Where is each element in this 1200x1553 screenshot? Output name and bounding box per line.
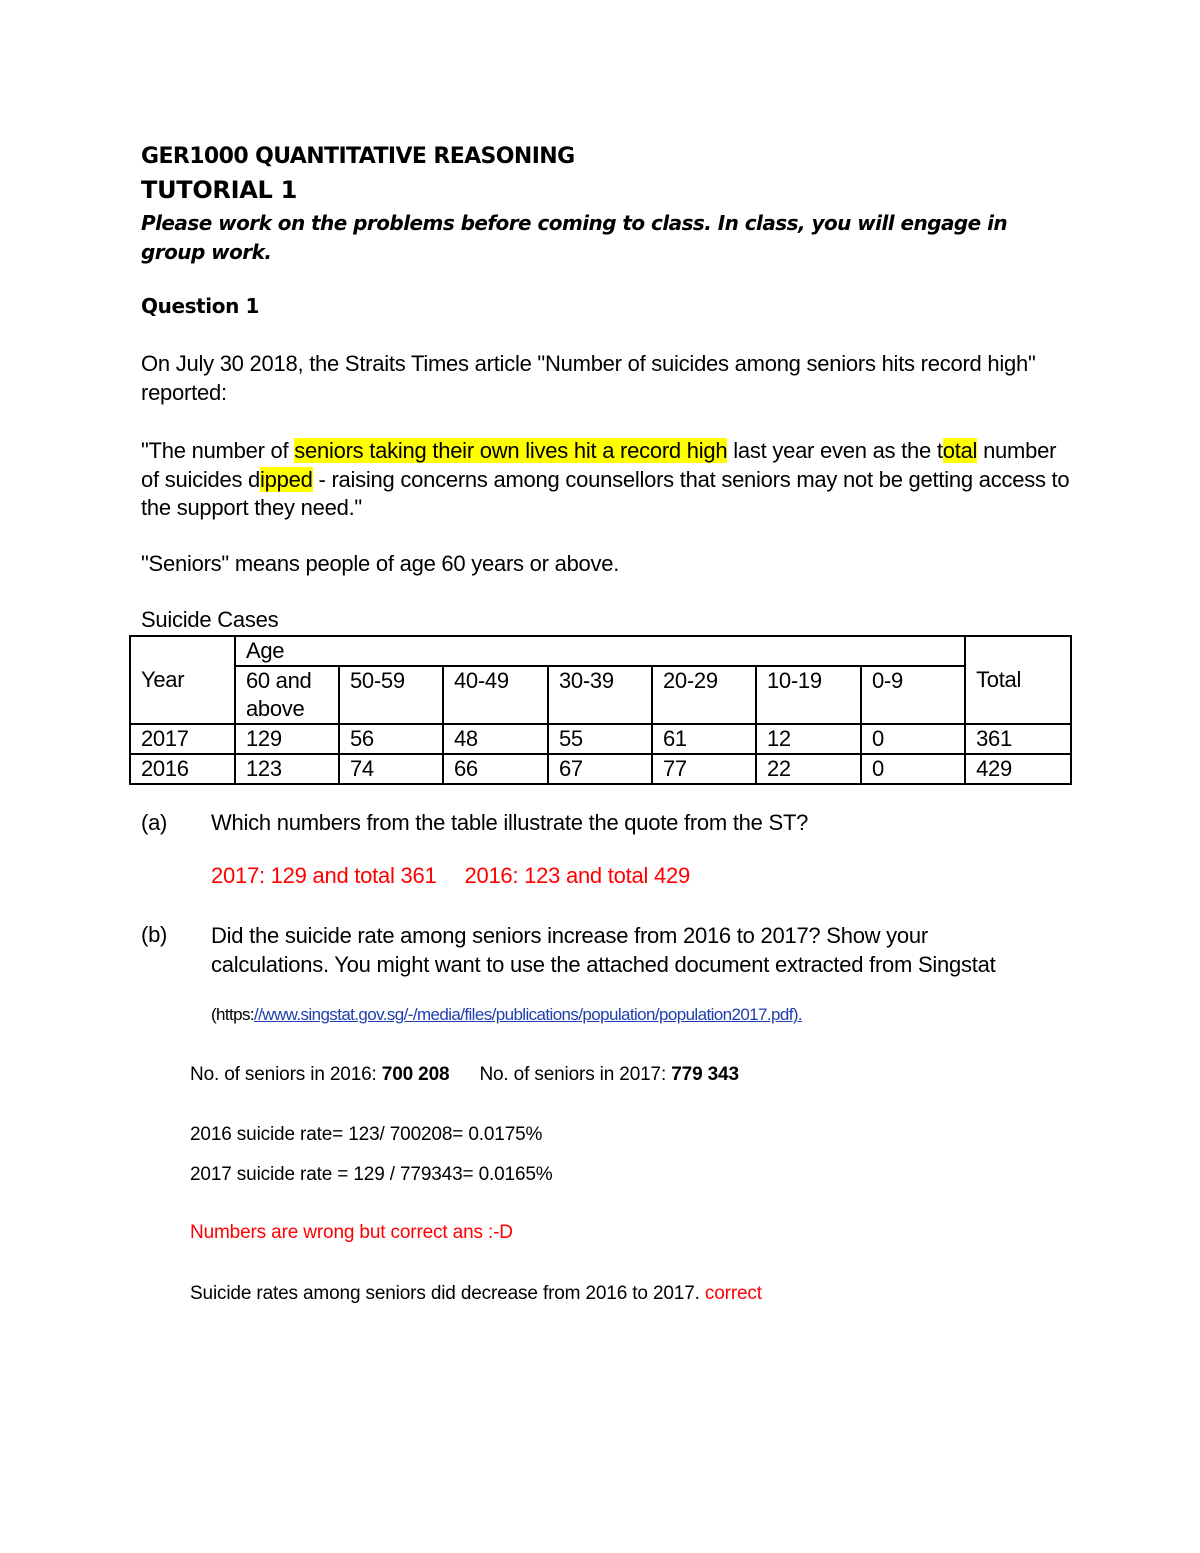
conclusion-mark: correct: [704, 1283, 762, 1304]
age-range-cell: 60 and above: [235, 666, 339, 724]
year-cell: 2016: [130, 754, 235, 784]
conclusion: [190, 1283, 762, 1305]
table-row: [130, 754, 1071, 784]
singstat-link[interactable]: //www.singstat.gov.sg/-/media/files/publications/population/population2017.pdf).: [254, 1005, 803, 1024]
count-cell: 0: [861, 724, 965, 754]
part-a-label: (a): [141, 810, 168, 835]
suicide-cases-table: [129, 635, 1072, 785]
age-range-cell: 30-39: [548, 666, 652, 724]
age-range-cell: 40-49: [443, 666, 548, 724]
count-cell: 123: [235, 754, 339, 784]
quote-highlight: seniors taking their own lives hit a record high: [294, 438, 728, 463]
quote-highlight: otal: [942, 438, 978, 463]
seniors-2017-value: 779 343: [671, 1064, 739, 1085]
total-cell: 361: [965, 724, 1071, 754]
age-range-cell: 0-9: [861, 666, 965, 724]
rate-2017: 2017 suicide rate = 129 / 779343= 0.0165%: [190, 1164, 553, 1185]
age-range-cell: 20-29: [652, 666, 756, 724]
quote-paragraph: [141, 437, 1076, 523]
link-prefix: (https:: [211, 1005, 255, 1024]
count-cell: 61: [652, 724, 756, 754]
question-heading: Question 1: [141, 294, 259, 318]
seniors-definition: "Seniors" means people of age 60 years or above.: [141, 551, 620, 576]
count-cell: 55: [548, 724, 652, 754]
count-cell: 56: [339, 724, 443, 754]
part-b-label: (b): [141, 922, 168, 947]
count-cell: 67: [548, 754, 652, 784]
source-link-line: [211, 1005, 802, 1025]
instructions: Please work on the problems before coming to class. In class, you will engage in group work.: [141, 211, 1008, 264]
count-cell: 77: [652, 754, 756, 784]
quote-highlight: ipped: [260, 466, 313, 492]
quote-text: last year even as the t: [727, 438, 943, 463]
count-cell: 129: [235, 724, 339, 754]
year-cell: 2017: [130, 724, 235, 754]
seniors-2016-value: 700 208: [381, 1064, 450, 1085]
part-b-question: Did the suicide rate among seniors increase from 2016 to 2017? Show your calculations. You might want to use the attached document extracted from Singstat: [211, 923, 996, 977]
age-header: Age: [235, 636, 965, 666]
seniors-2016-label: No. of seniors in 2016:: [190, 1064, 382, 1085]
question-intro: On July 30 2018, the Straits Times article "Number of suicides among seniors hits record high" reported:: [141, 351, 1036, 405]
quote-text: - raising concerns among counsellors that seniors may not be getting access to the support they need.": [141, 466, 1070, 520]
quote-text: "The number of: [141, 438, 295, 463]
total-header: Total: [965, 636, 1071, 724]
rate-2016: 2016 suicide rate= 123/ 700208= 0.0175%: [190, 1124, 543, 1145]
total-cell: 429: [965, 754, 1071, 784]
year-header: Year: [130, 636, 235, 724]
age-range-cell: 50-59: [339, 666, 443, 724]
table-row: [130, 724, 1071, 754]
count-cell: 74: [339, 754, 443, 784]
count-cell: 66: [443, 754, 548, 784]
age-range-cell: 10-19: [756, 666, 861, 724]
conclusion-text: Suicide rates among seniors did decrease from 2016 to 2017.: [190, 1283, 700, 1304]
part-a-answer: [211, 863, 690, 889]
table-caption: Suicide Cases: [141, 607, 279, 632]
seniors-counts: [190, 1064, 739, 1086]
quote-text: number of suicides d: [141, 438, 1057, 492]
grader-remark: Numbers are wrong but correct ans :-D: [190, 1222, 513, 1243]
count-cell: 22: [756, 754, 861, 784]
count-cell: 0: [861, 754, 965, 784]
tutorial-title: TUTORIAL 1: [141, 176, 297, 204]
answer-2017: 2017: 129 and total 361: [211, 863, 437, 888]
count-cell: 48: [443, 724, 548, 754]
answer-2016: 2016: 123 and total 429: [464, 863, 690, 888]
seniors-2017-label: No. of seniors in 2017:: [479, 1064, 672, 1085]
count-cell: 12: [756, 724, 861, 754]
course-title: GER1000 QUANTITATIVE REASONING: [141, 144, 575, 169]
part-a-question: Which numbers from the table illustrate the quote from the ST?: [211, 810, 809, 835]
